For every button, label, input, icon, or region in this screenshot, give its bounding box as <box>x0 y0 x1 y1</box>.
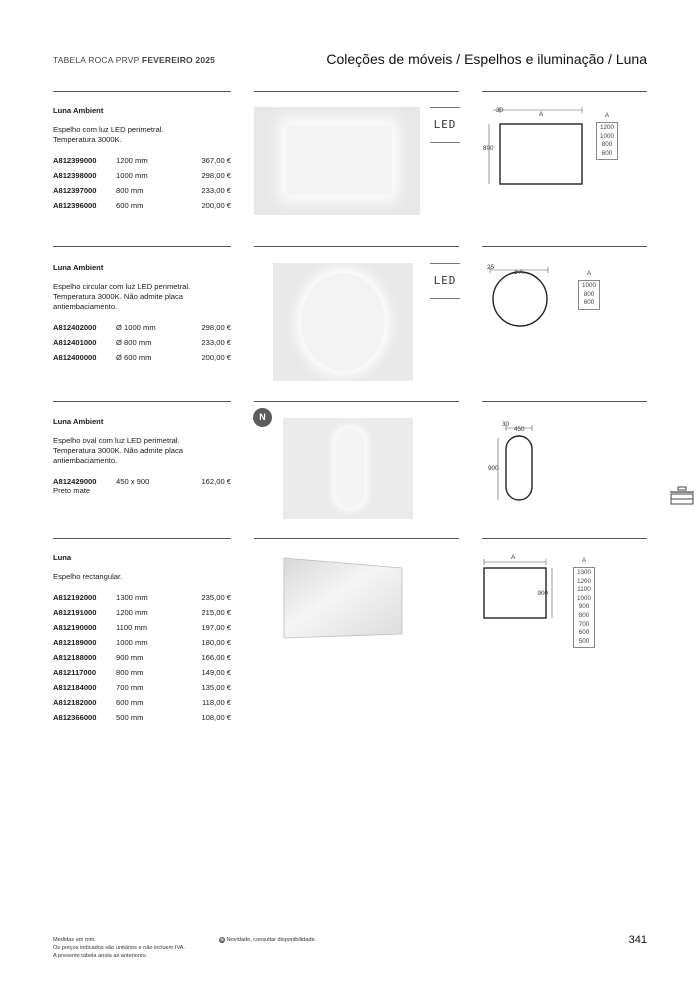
price-row <box>53 168 231 183</box>
footer-note-text: Novidade, consultar disponibilidade. <box>226 937 317 943</box>
page-title: Coleções de móveis / Espelhos e iluminação / Luna <box>326 51 647 67</box>
section-divider <box>53 401 231 402</box>
price-row <box>53 198 231 213</box>
size-value: 500 <box>578 637 590 645</box>
price-row <box>53 350 231 365</box>
section-description: Espelho rectangular. <box>53 572 123 581</box>
product-price: 298,00 € <box>201 323 231 332</box>
dimension-label: 450 <box>514 426 525 433</box>
new-symbol-icon: N <box>220 937 224 942</box>
product-finish: Preto mate <box>53 486 91 495</box>
size-value: 1000 <box>600 132 615 140</box>
product-price: 149,00 € <box>201 668 231 677</box>
size-value: 600 <box>601 149 613 157</box>
product-size: 1000 mm <box>116 638 148 647</box>
technical-drawing <box>482 554 562 626</box>
size-value: 1000 <box>582 282 597 289</box>
footer-new-note <box>219 936 316 944</box>
size-value: 800 <box>583 290 595 298</box>
price-row <box>53 620 231 635</box>
product-photo <box>282 556 404 640</box>
product-photo <box>254 107 420 215</box>
technical-drawing <box>482 104 592 194</box>
size-header: A <box>604 112 610 119</box>
size-list <box>578 280 600 310</box>
led-label: LED <box>430 107 460 143</box>
product-size: 1100 mm <box>116 623 148 632</box>
header-catalog-label <box>53 55 215 65</box>
section-divider <box>482 246 647 247</box>
size-value: 1100 <box>577 586 591 594</box>
section-divider <box>254 91 459 92</box>
size-value: 800 <box>601 141 613 149</box>
size-value: 600 <box>583 299 595 307</box>
product-section-luna-ambient-circular <box>53 263 231 365</box>
size-header: A <box>581 557 587 564</box>
product-photo <box>283 418 413 519</box>
product-size: 1200 mm <box>116 608 148 617</box>
section-description: Espelho circular com luz LED perimetral. Temperatura 3000K. Não admite placa antiembaciamento. <box>53 282 191 311</box>
price-row <box>53 320 231 335</box>
section-title: Luna <box>53 553 72 562</box>
product-size: 1000 mm <box>116 171 148 180</box>
section-divider <box>53 91 231 92</box>
product-price: 215,00 € <box>201 608 231 617</box>
section-divider <box>482 538 647 539</box>
product-size: 600 mm <box>116 201 144 210</box>
section-description: Espelho com luz LED perimetral. Temperatura 3000K. <box>53 125 164 144</box>
product-size: Ø 600 mm <box>116 353 152 362</box>
size-options <box>596 112 618 160</box>
product-size: 1200 mm <box>116 156 148 165</box>
product-code: A812182000 <box>53 698 97 707</box>
size-value: 600 <box>578 629 590 637</box>
mirror-glow <box>286 125 392 195</box>
product-code: A812190000 <box>53 623 97 632</box>
price-row <box>53 710 231 725</box>
price-row <box>53 635 231 650</box>
size-value: 1300 <box>577 569 592 576</box>
product-code: A812117000 <box>53 668 97 677</box>
product-code: A812399000 <box>53 156 97 165</box>
product-size: Ø 1000 mm <box>116 323 156 332</box>
product-size: 600 mm <box>116 698 144 707</box>
product-price: 197,00 € <box>201 623 231 632</box>
product-size: 800 mm <box>116 668 144 677</box>
mirror-glow <box>335 428 365 508</box>
bathroom-cabinet-icon <box>669 486 695 506</box>
size-value: 700 <box>578 620 590 628</box>
size-value: 1200 <box>577 577 592 585</box>
product-code: A812401000 <box>53 338 97 347</box>
product-code: A812398000 <box>53 171 97 180</box>
size-value: 1000 <box>577 594 592 602</box>
product-code: A812192000 <box>53 593 97 602</box>
technical-drawing <box>482 262 562 332</box>
product-code: A812366000 <box>53 713 97 722</box>
new-product-badge: N <box>253 408 272 427</box>
product-price: 135,00 € <box>201 683 231 692</box>
product-code: A812400000 <box>53 353 97 362</box>
product-code: A812184000 <box>53 683 97 692</box>
product-price: 367,00 € <box>201 156 231 165</box>
price-row <box>53 590 231 605</box>
size-list <box>573 567 595 648</box>
dimension-label: 800 <box>483 145 494 152</box>
product-code: A812189000 <box>53 638 97 647</box>
section-divider <box>254 246 459 247</box>
mirror-glow <box>301 273 385 371</box>
dimension-label: A <box>511 554 516 561</box>
section-divider <box>254 401 459 402</box>
section-divider <box>53 246 231 247</box>
header-catalog-date: FEVEREIRO 2025 <box>141 55 216 65</box>
price-row <box>53 680 231 695</box>
section-divider <box>482 401 647 402</box>
section-description: Espelho oval com luz LED perimetral. Temperatura 3000K. Não admite placa antiembaciamento. <box>53 436 184 465</box>
product-price: 235,00 € <box>201 593 231 602</box>
product-price: 233,00 € <box>201 186 231 195</box>
product-section-luna-ambient-oval <box>53 417 231 495</box>
header-catalog-prefix: TABELA ROCA PRVP <box>53 55 140 65</box>
technical-drawing <box>486 418 546 504</box>
product-price: 180,00 € <box>201 638 231 647</box>
dimension-label: 900 <box>537 590 548 597</box>
dimension-label: 900 <box>488 465 499 472</box>
size-value: 800 <box>578 611 590 619</box>
product-size: 900 mm <box>116 653 144 662</box>
size-options <box>573 557 595 648</box>
led-label: LED <box>430 263 460 299</box>
footer-notes <box>53 936 185 960</box>
product-price: 233,00 € <box>201 338 231 347</box>
footer-line: A presente tabela anula as anteriores. <box>53 953 148 959</box>
product-code: A812429000 <box>53 477 97 486</box>
price-row <box>53 665 231 680</box>
dimension-label: A <box>539 111 544 118</box>
product-price: 200,00 € <box>201 201 231 210</box>
product-code: A812191000 <box>53 608 97 617</box>
size-value: 900 <box>578 603 590 611</box>
product-code: A812396000 <box>53 201 97 210</box>
product-size: Ø 800 mm <box>116 338 152 347</box>
section-divider <box>53 538 231 539</box>
page-number: 341 <box>628 934 647 946</box>
footer-line: Medidas em mm. <box>53 937 96 943</box>
price-row <box>53 335 231 350</box>
price-row <box>53 153 231 168</box>
product-code: A812402000 <box>53 323 97 332</box>
product-photo <box>273 263 413 381</box>
footer-line: Os preços indicados são unitários e não incluem IVA. <box>53 945 186 951</box>
product-size: 700 mm <box>116 683 144 692</box>
size-header: A <box>586 270 592 277</box>
section-divider <box>482 91 647 92</box>
product-size: 1300 mm <box>116 593 148 602</box>
product-section-luna <box>53 553 231 725</box>
section-divider <box>254 538 459 539</box>
section-title: Luna Ambient <box>53 417 104 426</box>
price-row <box>53 650 231 665</box>
product-price: 166,00 € <box>201 653 231 662</box>
product-price: 108,00 € <box>201 713 231 722</box>
price-row <box>53 183 231 198</box>
dimension-label: 25 <box>487 264 495 271</box>
price-row <box>53 695 231 710</box>
price-row <box>53 605 231 620</box>
product-price: 162,00 € <box>201 477 231 486</box>
dimension-label: 30 <box>496 107 504 114</box>
size-value: 1200 <box>600 124 615 131</box>
product-price: 298,00 € <box>201 171 231 180</box>
product-price: 118,00 € <box>202 698 231 707</box>
product-section-luna-ambient-rect <box>53 106 231 213</box>
size-options <box>578 270 600 310</box>
product-code: A812397000 <box>53 186 97 195</box>
size-list <box>596 122 618 160</box>
product-code: A812188000 <box>53 653 97 662</box>
product-price: 200,00 € <box>201 353 231 362</box>
product-size: 500 mm <box>116 713 144 722</box>
section-title: Luna Ambient <box>53 106 104 115</box>
section-title: Luna Ambient <box>53 263 104 272</box>
dimension-label: ø A <box>514 269 524 276</box>
product-size: 800 mm <box>116 186 144 195</box>
dimension-label: 30 <box>502 421 510 428</box>
product-size: 450 x 900 <box>116 477 150 486</box>
